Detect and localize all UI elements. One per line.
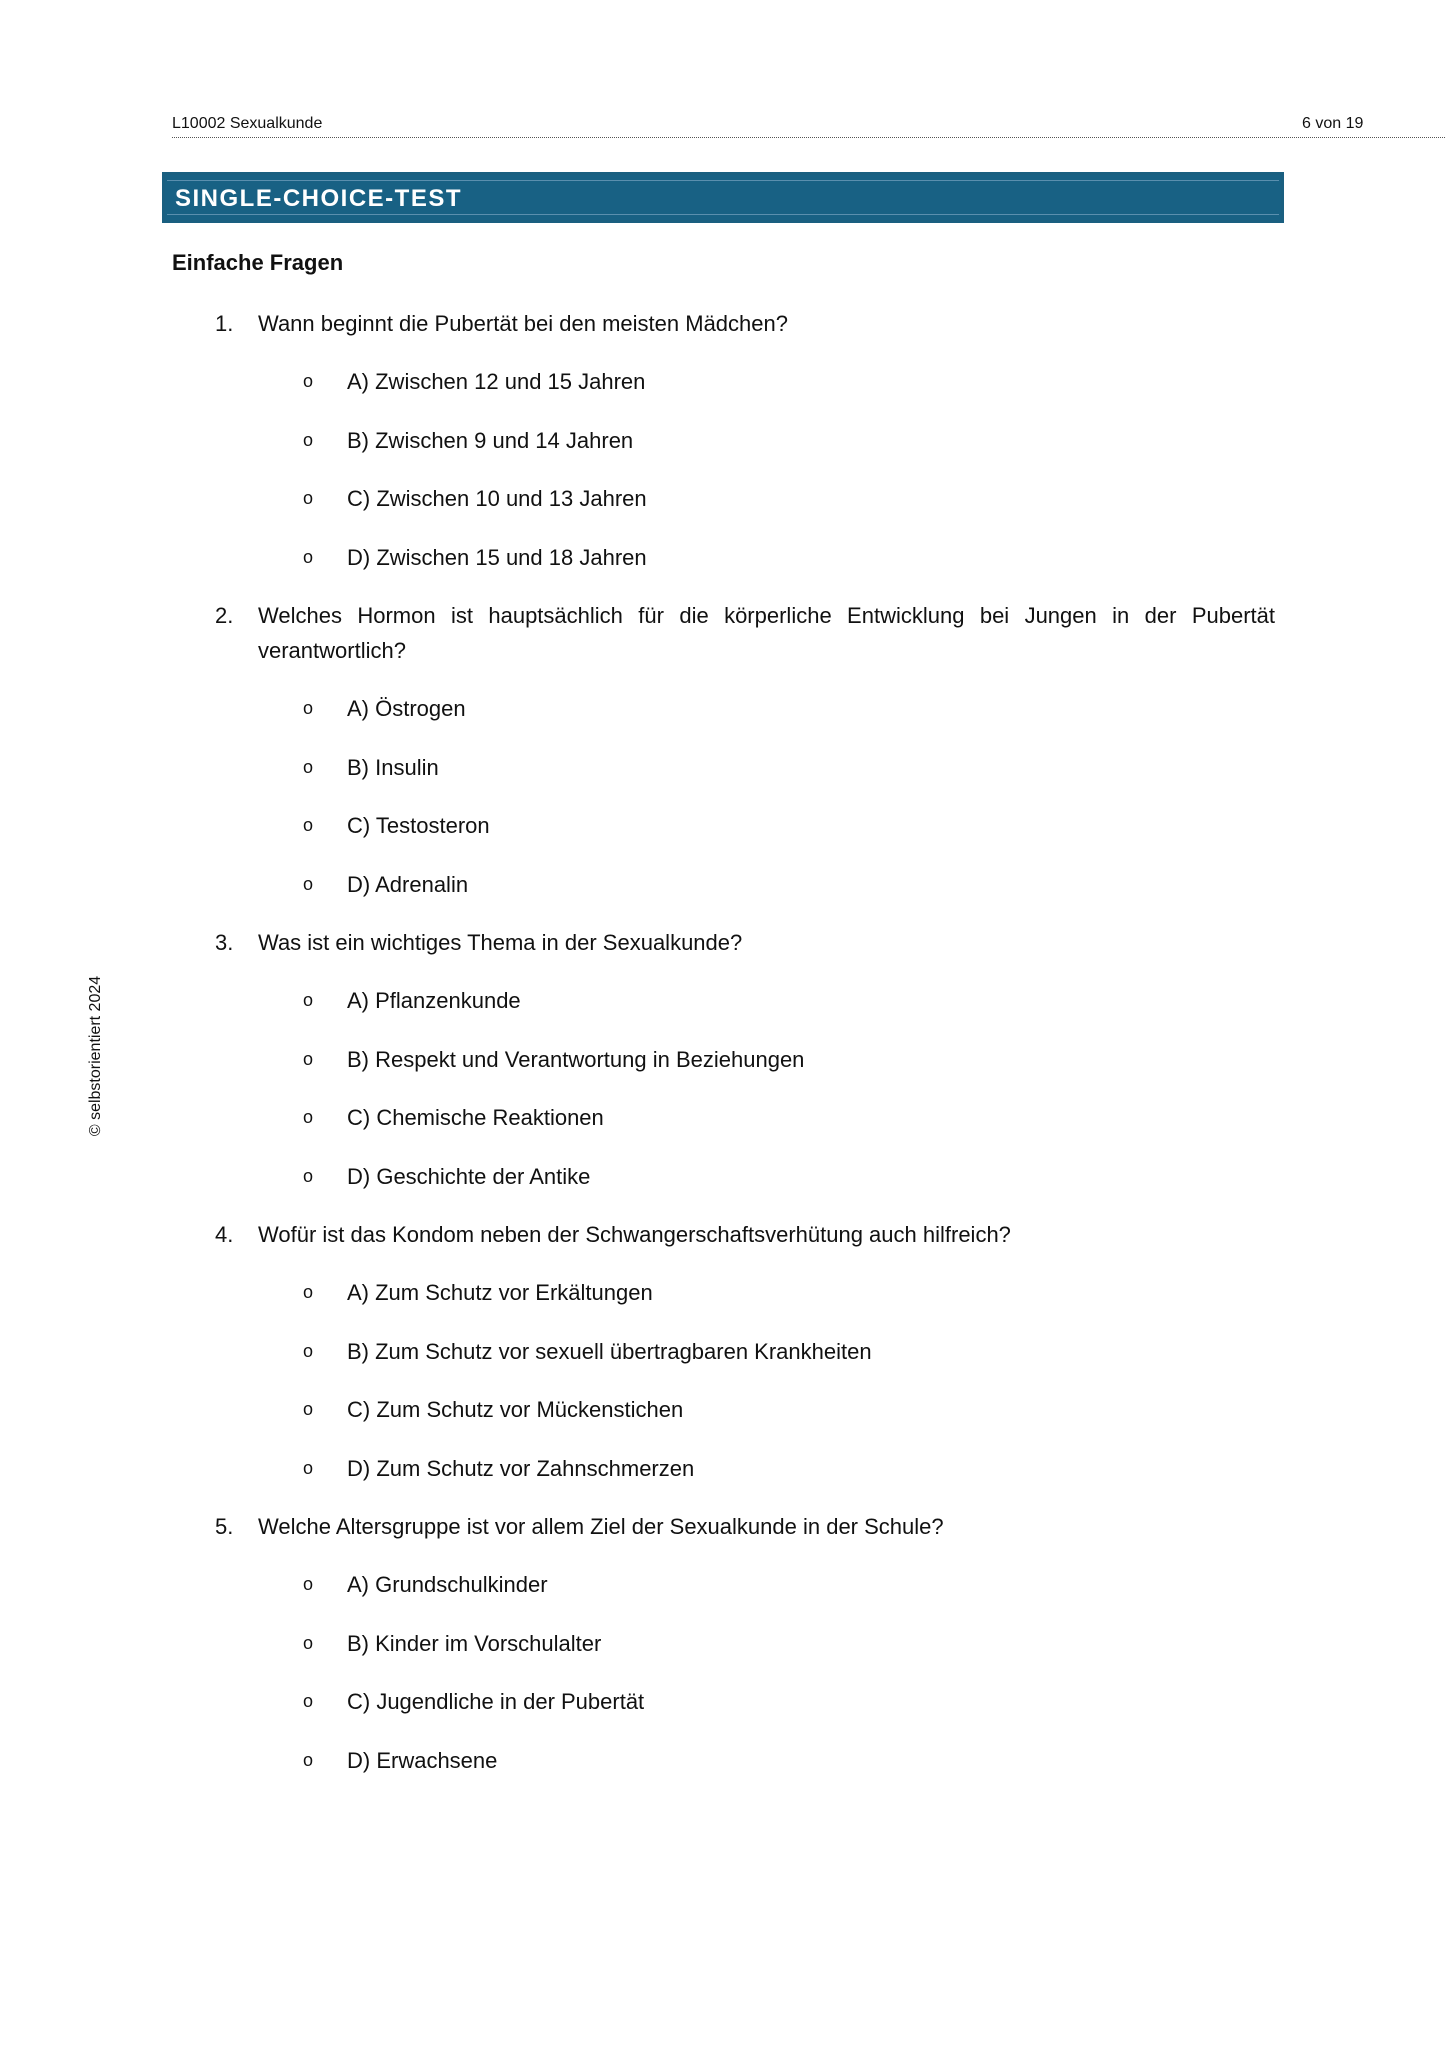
bullet-circle-icon: o: [303, 429, 314, 450]
answer-option[interactable]: [215, 1159, 1275, 1218]
section-banner: [162, 172, 1284, 223]
answer-option[interactable]: [215, 1626, 1275, 1685]
bullet-circle-icon: o: [303, 815, 314, 835]
question: [215, 598, 1275, 668]
answer-option-label: C) Jugendliche in der Pubertät: [347, 1689, 645, 1714]
question-number: 5.: [215, 1514, 234, 1539]
answer-option-label: A) Zum Schutz vor Erkältungen: [347, 1280, 653, 1305]
answer-option[interactable]: [215, 1743, 1275, 1802]
answer-option-label: B) Zwischen 9 und 14 Jahren: [347, 427, 634, 453]
question-number: 3.: [215, 930, 234, 955]
answer-option-label: C) Zwischen 10 und 13 Jahren: [347, 486, 647, 511]
answer-option-label: B) Zum Schutz vor sexuell übertragbaren Krankheiten: [347, 1338, 872, 1364]
answer-option[interactable]: [215, 808, 1275, 867]
copyright-notice: © selbstorientiert 2024: [87, 975, 104, 1137]
question-number: 4.: [215, 1222, 234, 1247]
answer-option[interactable]: [215, 364, 1275, 423]
bullet-circle-icon: o: [303, 546, 314, 567]
bullet-circle-icon: o: [303, 1107, 314, 1127]
header-page-number: 6 von 19: [1302, 115, 1364, 132]
bullet-circle-icon: o: [303, 1399, 314, 1419]
answer-option[interactable]: [215, 867, 1275, 926]
subsection-title: Einfache Fragen: [172, 250, 344, 275]
answer-option[interactable]: [215, 1567, 1275, 1626]
answer-option[interactable]: [215, 1275, 1275, 1334]
question-text: Wann beginnt die Pubertät bei den meisten Mädchen?: [258, 311, 788, 336]
answer-option[interactable]: [215, 983, 1275, 1042]
answer-option-label: B) Kinder im Vorschulalter: [347, 1630, 602, 1656]
answer-option[interactable]: [215, 423, 1275, 482]
question-text: Was ist ein wichtiges Thema in der Sexualkunde?: [258, 930, 743, 955]
bullet-circle-icon: o: [303, 756, 314, 777]
question-number: 2.: [215, 603, 234, 628]
answer-option[interactable]: [215, 691, 1275, 750]
bullet-circle-icon: o: [303, 698, 314, 718]
answer-option-label: A) Grundschulkinder: [347, 1572, 548, 1597]
question: [215, 306, 1275, 341]
question-list: [215, 306, 1275, 1801]
answer-option[interactable]: [215, 1100, 1275, 1159]
answer-option-label: D) Adrenalin: [347, 871, 469, 897]
bullet-circle-icon: o: [303, 990, 314, 1010]
header-divider: [172, 137, 1445, 138]
answer-option[interactable]: [215, 750, 1275, 809]
question-text: Welches Hormon ist hauptsächlich für die körperliche Entwicklung bei Jungen in der Pubertät verantwortlich?: [258, 603, 1275, 663]
bullet-circle-icon: o: [303, 1340, 314, 1361]
question: [215, 1217, 1275, 1252]
answer-option-label: A) Zwischen 12 und 15 Jahren: [347, 369, 646, 394]
answer-option[interactable]: [215, 1334, 1275, 1393]
answer-option[interactable]: [215, 1042, 1275, 1101]
bullet-circle-icon: o: [303, 1749, 314, 1770]
answer-option-label: C) Testosteron: [347, 813, 490, 838]
question-number: 1.: [215, 311, 234, 336]
answer-option-label: D) Geschichte der Antike: [347, 1163, 591, 1189]
answer-option-label: B) Respekt und Verantwortung in Beziehungen: [347, 1046, 805, 1072]
answer-option-label: D) Erwachsene: [347, 1747, 498, 1773]
answer-option[interactable]: [215, 1684, 1275, 1743]
bullet-circle-icon: o: [303, 1691, 314, 1711]
answer-option[interactable]: [215, 540, 1275, 599]
answer-option-label: D) Zum Schutz vor Zahnschmerzen: [347, 1455, 695, 1481]
bullet-circle-icon: o: [303, 1632, 314, 1653]
answer-option-label: C) Zum Schutz vor Mückenstichen: [347, 1397, 684, 1422]
bullet-circle-icon: o: [303, 1457, 314, 1478]
answer-option[interactable]: [215, 1451, 1275, 1510]
answer-option[interactable]: [215, 481, 1275, 540]
bullet-circle-icon: o: [303, 488, 314, 508]
section-title: SINGLE-CHOICE-TEST: [175, 185, 463, 212]
answer-option-label: B) Insulin: [347, 754, 439, 780]
bullet-circle-icon: o: [303, 1574, 314, 1594]
answer-option-label: A) Östrogen: [347, 696, 466, 721]
header-document-title: L10002 Sexualkunde: [172, 115, 323, 132]
question-text: Wofür ist das Kondom neben der Schwangerschaftsverhütung auch hilfreich?: [258, 1222, 1011, 1247]
answer-option-label: C) Chemische Reaktionen: [347, 1105, 604, 1130]
bullet-circle-icon: o: [303, 1048, 314, 1069]
question: [215, 1509, 1275, 1544]
bullet-circle-icon: o: [303, 873, 314, 894]
question: [215, 925, 1275, 960]
question-text: Welche Altersgruppe ist vor allem Ziel der Sexualkunde in der Schule?: [258, 1514, 944, 1539]
bullet-circle-icon: o: [303, 1165, 314, 1186]
answer-option-label: A) Pflanzenkunde: [347, 988, 521, 1013]
answer-option[interactable]: [215, 1392, 1275, 1451]
answer-option-label: D) Zwischen 15 und 18 Jahren: [347, 544, 647, 570]
bullet-circle-icon: o: [303, 1282, 314, 1302]
bullet-circle-icon: o: [303, 371, 314, 391]
